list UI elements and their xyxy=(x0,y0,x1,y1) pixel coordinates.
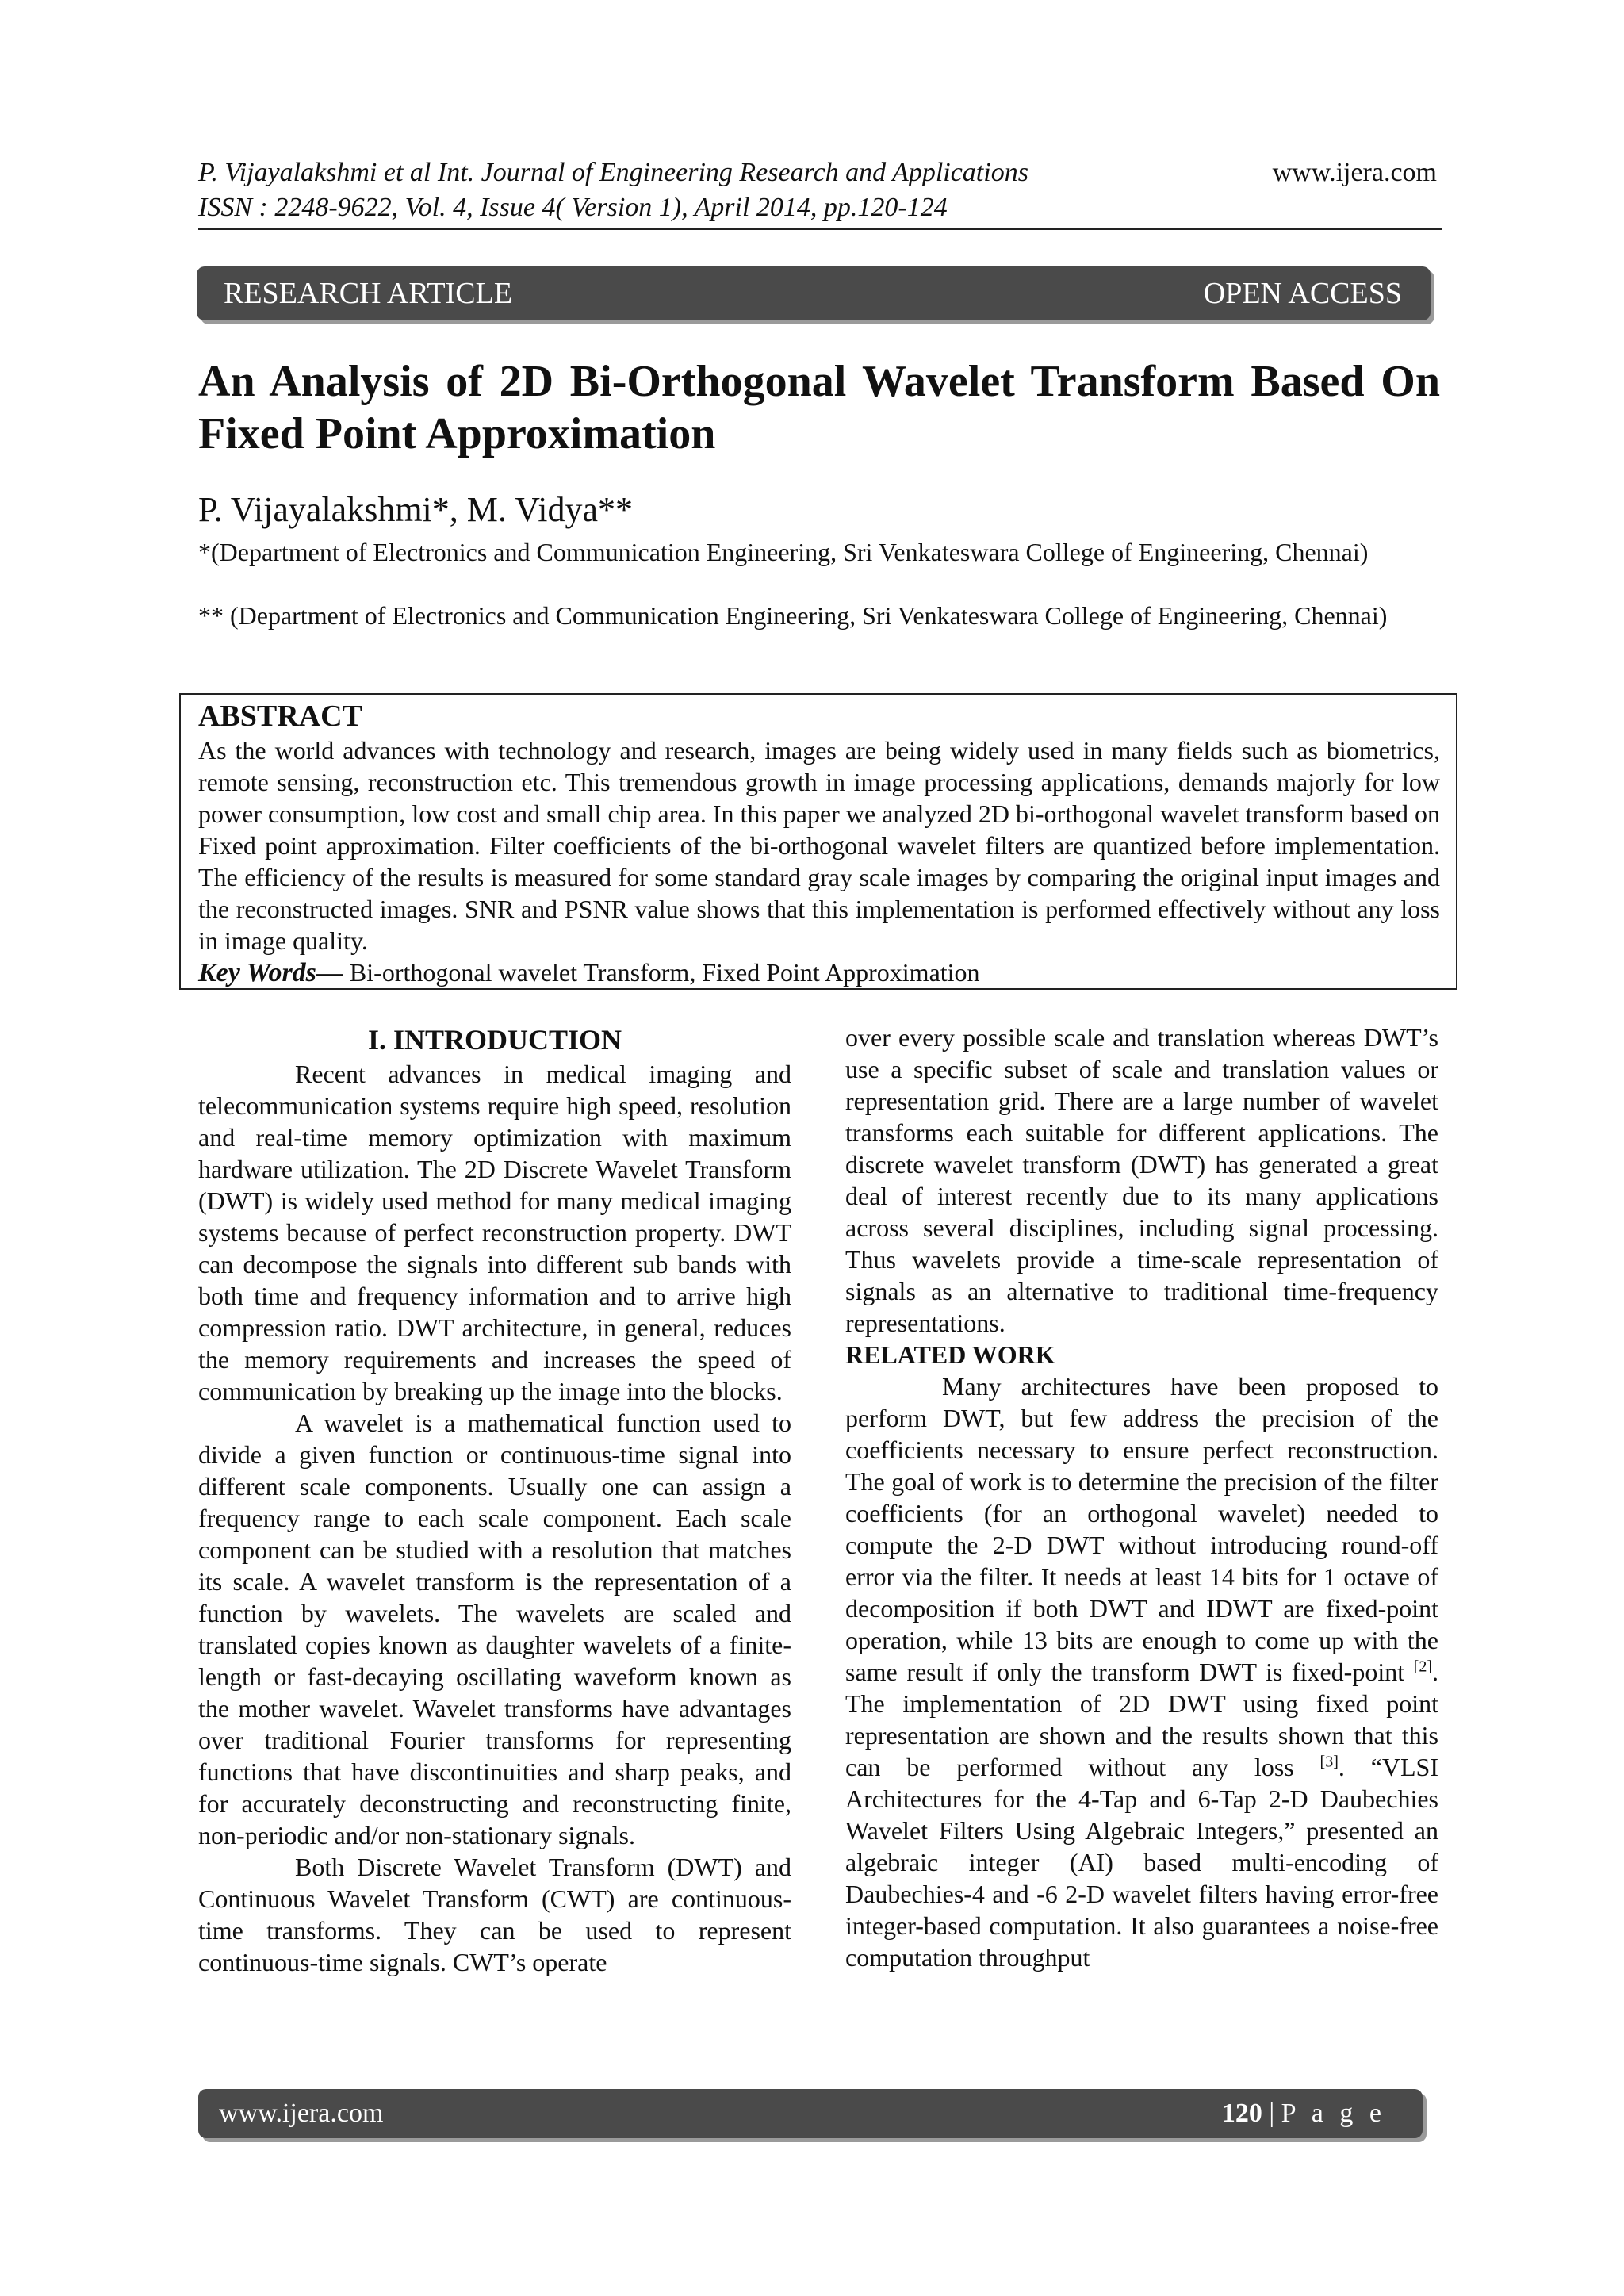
journal-website[interactable]: www.ijera.com xyxy=(1272,158,1437,187)
page-label: P a g e xyxy=(1281,2099,1386,2128)
citation-3[interactable]: [3] xyxy=(1320,1753,1339,1771)
intro-paragraph-3: Both Discrete Wavelet Transform (DWT) and Continuous Wavelet Transform (CWT) are continuous-time transforms. They can be used to represent continuous-time signals. CWT’s operate xyxy=(198,1853,791,1976)
abstract-heading: ABSTRACT xyxy=(198,700,362,733)
left-column xyxy=(198,1022,791,1978)
keywords-line xyxy=(198,956,980,989)
header-rule xyxy=(198,228,1442,230)
related-text-2: . The implementation of 2D DWT using fixed point representation are shown and the results shown that this can be performed without any loss xyxy=(845,1658,1438,1781)
page-footer xyxy=(198,2089,1423,2138)
page-number-value: 120 xyxy=(1221,2099,1262,2128)
research-article-label: RESEARCH ARTICLE xyxy=(224,277,513,310)
introduction-heading: I. INTRODUCTION xyxy=(367,1024,622,1056)
intro-paragraph-1: Recent advances in medical imaging and telecommunication systems require high speed, resolution and real-time memory optimization with maximum hardware utilization. The 2D Discrete Wavelet Transform (DWT) is widely used method for many medical imaging systems because of perfect reconstruction property. DWT can decompose the signals into different sub bands with both time and frequency information and to arrive high compression ratio. DWT architecture, in general, reduces the memory requirements and increases the speed of communication by breaking up the image into the blocks. xyxy=(198,1060,791,1405)
intro-paragraph-4: over every possible scale and translation whereas DWT’s use a specific subset of scale and translation values or representation grid. There are a large number of wavelet transforms each suitable for different applications. The discrete wavelet transform (DWT) has generated a great deal of interest recently due to its many applications across several disciplines, including signal processing. Thus wavelets provide a time-scale representation of signals as an alternative to traditional time-frequency representations. xyxy=(845,1023,1438,1337)
related-text-3: . “VLSI Architectures for the 4-Tap and 6-Tap 2-D Daubechies Wavelet Filters Using Algebraic Integers,” presented an algebraic integer (AI) based multi-encoding of Daubechies-4 and -6 2-D wavelet filters having error-free integer-based computation. It also guarantees a noise-free computation throughput xyxy=(845,1753,1439,1972)
page-number xyxy=(1222,2089,1386,2138)
related-work-paragraph xyxy=(845,1370,1438,1973)
author-list: P. Vijayalakshmi*, M. Vidya** xyxy=(198,490,633,529)
related-text-1: Many architectures have been proposed to perform DWT, but few address the precision of the coefficients necessary to ensure perfect reconstruction. The goal of work is to determine the precision of the filter coefficients (for an orthogonal wavelet) needed to compute the 2-D DWT without introducing round-off error via the filter. It needs at least 14 bits for 1 octave of decomposition if both DWT and IDWT are fixed-point operation, while 13 bits are enough to come up with the same result if only the transform DWT is fixed-point xyxy=(845,1372,1438,1686)
issn-line: ISSN : 2248-9622, Vol. 4, Issue 4( Version 1), April 2014, pp.120-124 xyxy=(198,193,948,222)
journal-citation: P. Vijayalakshmi et al Int. Journal of Engineering Research and Applications xyxy=(198,158,1028,187)
keywords-text: Bi-orthogonal wavelet Transform, Fixed Point Approximation xyxy=(343,958,980,987)
related-work-heading: RELATED WORK xyxy=(845,1340,1055,1369)
article-type-banner xyxy=(197,266,1431,320)
page-separator: | xyxy=(1262,2099,1281,2128)
footer-website[interactable]: www.ijera.com xyxy=(219,2099,384,2128)
abstract-body: As the world advances with technology and research, images are being widely used in many fields such as biometrics, remote sensing, reconstruction etc. This tremendous growth in image processing applications, demands majorly for low power consumption, low cost and small chip area. In this paper we analyzed 2D bi-orthogonal wavelet transform based on Fixed point approximation. Filter coefficients of the bi-orthogonal wavelet filters are quantized before implementation. The efficiency of the results is measured for some standard gray scale images by comparing the original input images and the reconstructed images. SNR and PSNR value shows that this implementation is performed effectively without any loss in image quality. xyxy=(198,736,1440,955)
affiliation-2: ** (Department of Electronics and Communication Engineering, Sri Venkateswara College of Engineering, Chennai) xyxy=(198,601,1388,630)
affiliation-1: *(Department of Electronics and Communication Engineering, Sri Venkateswara College of Engineering, Chennai) xyxy=(198,538,1369,566)
paper-title: An Analysis of 2D Bi-Orthogonal Wavelet Transform Based On Fixed Point Approximation xyxy=(198,357,1440,458)
keywords-label: Key Words— xyxy=(198,958,343,987)
citation-2[interactable]: [2] xyxy=(1413,1658,1432,1676)
intro-paragraph-2: A wavelet is a mathematical function used to divide a given function or continuous-time signal into different scale components. Usually one can assign a frequency range to each scale component. Each scale component can be studied with a resolution that matches its scale. A wavelet transform is the representation of a function by wavelets. The wavelets are scaled and translated copies known as daughter wavelets of a finite-length or fast-decaying oscillating waveform known as the mother wavelet. Wavelet transforms have advantages over traditional Fourier transforms for representing functions that have discontinuities and sharp peaks, and for accurately deconstructing and reconstructing finite, non-periodic and/or non-stationary signals. xyxy=(198,1409,791,1849)
right-column xyxy=(845,1022,1438,1973)
open-access-label: OPEN ACCESS xyxy=(1203,277,1402,310)
